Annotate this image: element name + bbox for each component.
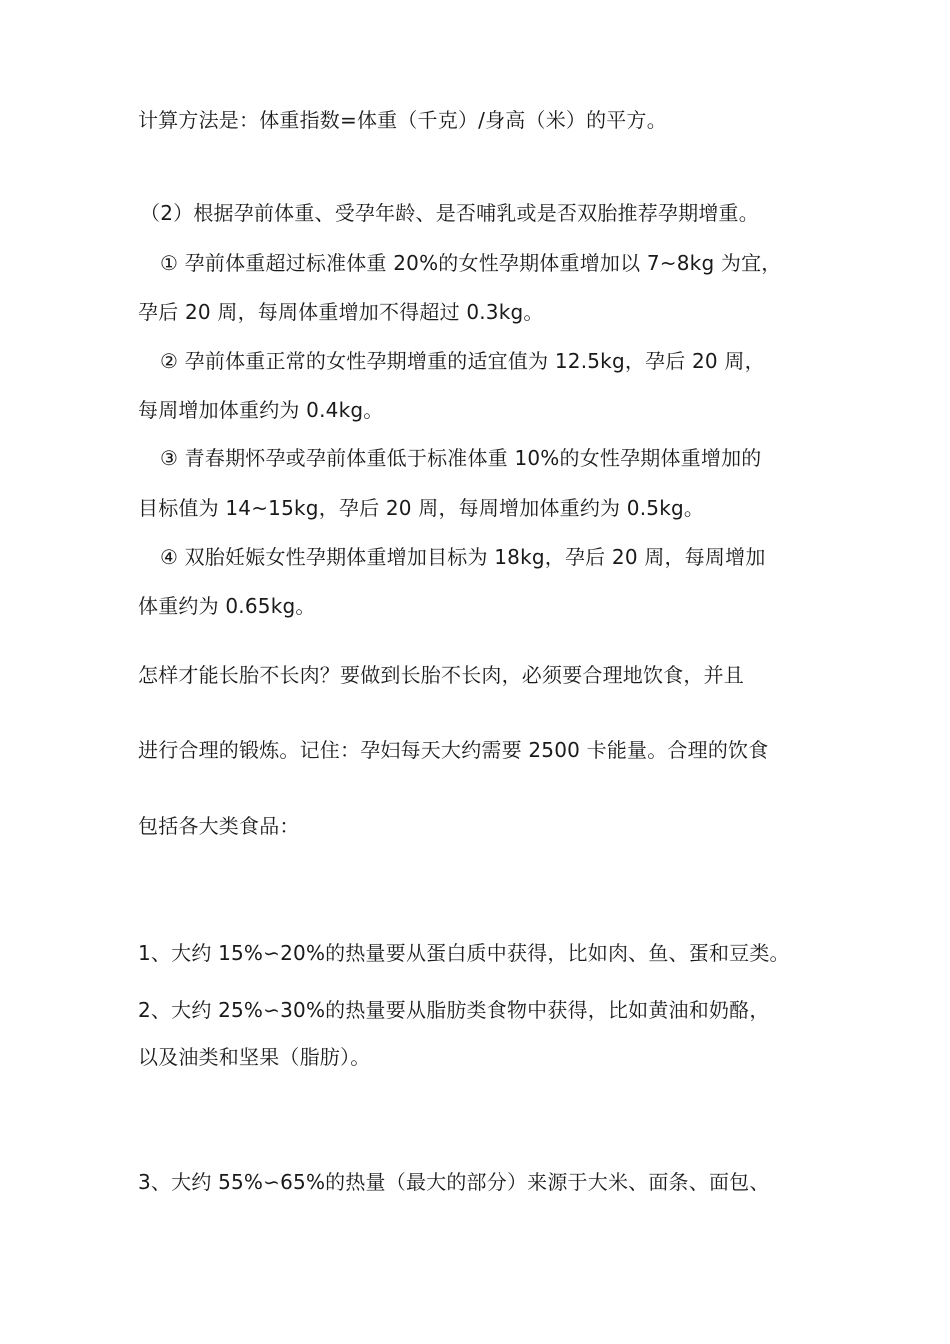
diet-paragraph-line-3: 包括各大类食品： [138,814,300,838]
item-4-line-1: ④ 双胎妊娠女性孕期体重增加目标为 18kg，孕后 20 周，每周增加 [160,545,766,569]
food-item-3-line-1: 3、大约 55%∽65%的热量（最大的部分）来源于大米、面条、面包、 [138,1170,770,1194]
food-item-1-line: 1、大约 15%∽20%的热量要从蛋白质中获得，比如肉、鱼、蛋和豆类。 [138,941,790,965]
item-4-line-2: 体重约为 0.65kg。 [138,594,316,618]
item-1-line-1: ① 孕前体重超过标准体重 20%的女性孕期体重增加以 7~8kg 为宜， [160,251,782,275]
diet-paragraph-line-1: 怎样才能长胎不长肉？要做到长胎不长肉，必须要合理地饮食，并且 [138,663,744,687]
item-2-line-1: ② 孕前体重正常的女性孕期增重的适宜值为 12.5kg，孕后 20 周， [160,349,765,373]
section-2-heading: （2）根据孕前体重、受孕年龄、是否哺乳或是否双胎推荐孕期增重。 [140,201,759,225]
food-item-2-line-2: 以及油类和坚果（脂肪）。 [138,1045,371,1069]
item-1-line-2: 孕后 20 周，每周体重增加不得超过 0.3kg。 [138,300,544,324]
bmi-formula-line: 计算方法是：体重指数=体重（千克）/身高（米）的平方。 [138,108,667,132]
item-3-line-1: ③ 青春期怀孕或孕前体重低于标准体重 10%的女性孕期体重增加的 [160,446,762,470]
item-3-line-2: 目标值为 14~15kg，孕后 20 周，每周增加体重约为 0.5kg。 [138,496,705,520]
food-item-2-line-1: 2、大约 25%∽30%的热量要从脂肪类食物中获得，比如黄油和奶酪， [138,998,770,1022]
item-2-line-2: 每周增加体重约为 0.4kg。 [138,398,384,422]
diet-paragraph-line-2: 进行合理的锻炼。记住：孕妇每天大约需要 2500 卡能量。合理的饮食 [138,738,769,762]
